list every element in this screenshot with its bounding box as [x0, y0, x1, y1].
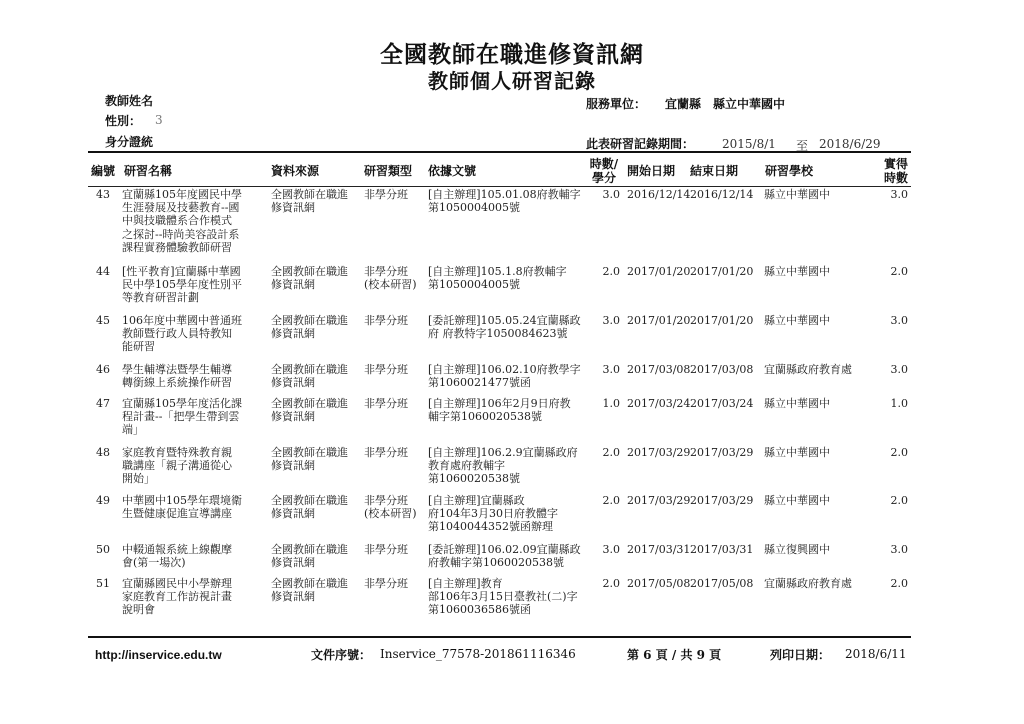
cell-no: 51	[96, 577, 110, 590]
cell-source: 全國教師在職進 修資訊網	[271, 577, 348, 604]
cell-actual: 3.0	[890, 363, 908, 376]
cell-basis: [委託辦理]105.05.24宜蘭縣政 府 府教特字1050084623號	[428, 314, 581, 341]
cell-name: 宜蘭縣國民中小學辦理 家庭教育工作訪視計畫 說明會	[122, 577, 232, 617]
cell-hours: 1.0	[602, 397, 620, 410]
cell-actual: 3.0	[890, 314, 908, 327]
cell-actual: 3.0	[890, 543, 908, 556]
cell-name: 中華國中105學年環境衛 生暨健康促進宣導講座	[122, 494, 242, 521]
cell-end: 2016/12/14	[690, 188, 754, 201]
gender-value: 3	[155, 113, 163, 127]
cell-type: 非學分班 (校本研習)	[364, 494, 417, 521]
cell-end: 2017/03/31	[690, 543, 754, 556]
header-source: 資料來源	[271, 164, 320, 178]
cell-start: 2017/01/20	[627, 314, 691, 327]
cell-end: 2017/03/24	[690, 397, 754, 410]
header-name: 研習名稱	[124, 164, 173, 178]
cell-hours: 2.0	[602, 577, 620, 590]
cell-hours: 3.0	[602, 314, 620, 327]
cell-basis: [自主辦理]宜蘭縣政 府104年3月30日府教體字 第1040044352號函辦理	[428, 494, 558, 534]
cell-start: 2017/03/08	[627, 363, 691, 376]
cell-start: 2017/01/20	[627, 265, 691, 278]
cell-hours: 2.0	[602, 265, 620, 278]
header-type: 研習類型	[364, 164, 413, 178]
cell-type: 非學分班	[364, 446, 408, 459]
cell-no: 43	[96, 188, 110, 201]
cell-name: 學生輔導法暨學生輔導 轉銜線上系統操作研習	[122, 363, 232, 390]
page-info: 第 6 頁 / 共 9 頁	[627, 648, 722, 662]
header-end: 結束日期	[690, 164, 739, 178]
cell-source: 全國教師在職進 修資訊網	[271, 446, 348, 473]
cell-no: 46	[96, 363, 110, 376]
cell-type: 非學分班	[364, 543, 408, 556]
footer-url[interactable]: http://inservice.edu.tw	[95, 648, 222, 662]
cell-basis: [自主辦理]105.01.08府教輔字 第1050004005號	[428, 188, 581, 215]
document-subtitle: 教師個人研習記錄	[428, 69, 596, 93]
cell-hours: 3.0	[602, 543, 620, 556]
cell-name: [性平教育]宜蘭縣中華國 民中學105學年度性別平 等教育研習計劃	[122, 265, 242, 305]
cell-no: 45	[96, 314, 110, 327]
cell-type: 非學分班	[364, 314, 408, 327]
cell-school: 縣立中華國中	[764, 314, 830, 327]
cell-start: 2017/05/08	[627, 577, 691, 590]
cell-name: 宜蘭縣105年度國民中學 生涯發展及技藝教育--國 中與技職體系合作模式 之探討--時尚美容設計系 課程實務體驗教師研習	[122, 188, 242, 254]
cell-basis: [自主辦理]106.02.10府教學字 第1060021477號函	[428, 363, 581, 390]
cell-source: 全國教師在職進 修資訊網	[271, 314, 348, 341]
cell-school: 縣立中華國中	[764, 446, 830, 459]
cell-school: 縣立中華國中	[764, 397, 830, 410]
cell-source: 全國教師在職進 修資訊網	[271, 188, 348, 215]
cell-end: 2017/03/29	[690, 446, 754, 459]
doc-number-value: Inservice_77578-201861116346	[380, 647, 576, 661]
print-date-label: 列印日期：	[770, 648, 831, 662]
cell-source: 全國教師在職進 修資訊網	[271, 543, 348, 570]
table-bottom-rule	[88, 636, 911, 638]
cell-source: 全國教師在職進 修資訊網	[271, 397, 348, 424]
cell-start: 2017/03/29	[627, 494, 691, 507]
cell-actual: 1.0	[890, 397, 908, 410]
cell-no: 50	[96, 543, 110, 556]
cell-hours: 3.0	[602, 363, 620, 376]
cell-actual: 2.0	[890, 577, 908, 590]
cell-name: 106年度中華國中普通班 教師暨行政人員特教知 能研習	[122, 314, 242, 354]
cell-school: 縣立中華國中	[764, 188, 830, 201]
header-actual: 實得 時數	[883, 157, 908, 185]
cell-school: 宜蘭縣政府教育處	[764, 577, 852, 590]
table-header-rule	[88, 186, 911, 187]
cell-hours: 2.0	[602, 446, 620, 459]
period-to: 至	[796, 139, 809, 153]
cell-end: 2017/03/08	[690, 363, 754, 376]
cell-type: 非學分班	[364, 397, 408, 410]
cell-type: 非學分班	[364, 577, 408, 590]
cell-no: 44	[96, 265, 110, 278]
cell-end: 2017/01/20	[690, 314, 754, 327]
cell-end: 2017/01/20	[690, 265, 754, 278]
header-basis: 依據文號	[428, 164, 477, 178]
cell-actual: 2.0	[890, 446, 908, 459]
cell-basis: [委託辦理]106.02.09宜蘭縣政 府教輔字第1060020538號	[428, 543, 581, 570]
cell-school: 縣立中華國中	[764, 494, 830, 507]
doc-number-label: 文件序號：	[311, 648, 372, 662]
period-start: 2015/8/1	[722, 137, 776, 151]
service-unit-value: 宜蘭縣 縣立中華國中	[665, 97, 786, 111]
cell-start: 2017/03/31	[627, 543, 691, 556]
cell-actual: 2.0	[890, 265, 908, 278]
cell-no: 48	[96, 446, 110, 459]
cell-basis: [自主辦理]106年2月9日府教 輔字第1060020538號	[428, 397, 571, 424]
cell-hours: 3.0	[602, 188, 620, 201]
cell-name: 中輟通報系統上線觀摩 會(第一場次)	[122, 543, 232, 570]
cell-no: 47	[96, 397, 110, 410]
period-label: 此表研習記錄期間：	[586, 137, 695, 151]
period-end: 2018/6/29	[819, 137, 881, 151]
cell-end: 2017/03/29	[690, 494, 754, 507]
document-title: 全國教師在職進修資訊網	[380, 41, 644, 68]
cell-school: 宜蘭縣政府教育處	[764, 363, 852, 376]
table-top-rule	[88, 151, 911, 153]
cell-end: 2017/05/08	[690, 577, 754, 590]
cell-actual: 3.0	[890, 188, 908, 201]
cell-type: 非學分班	[364, 188, 408, 201]
header-no: 編號	[91, 164, 116, 178]
header-school: 研習學校	[765, 164, 814, 178]
cell-source: 全國教師在職進 修資訊網	[271, 494, 348, 521]
header-start: 開始日期	[627, 164, 676, 178]
cell-no: 49	[96, 494, 110, 507]
gender-label: 性別：	[105, 114, 142, 128]
cell-start: 2016/12/14	[627, 188, 691, 201]
service-unit-label: 服務單位：	[586, 97, 647, 111]
cell-name: 家庭教育暨特殊教育親 職講座「親子溝通從心 開始」	[122, 446, 232, 486]
id-label: 身分證統	[105, 135, 154, 149]
cell-actual: 2.0	[890, 494, 908, 507]
cell-source: 全國教師在職進 修資訊網	[271, 265, 348, 292]
cell-type: 非學分班 (校本研習)	[364, 265, 417, 292]
header-hours: 時數/ 學分	[589, 157, 619, 185]
teacher-name-label: 教師姓名	[105, 94, 154, 108]
cell-source: 全國教師在職進 修資訊網	[271, 363, 348, 390]
cell-school: 縣立中華國中	[764, 265, 830, 278]
cell-basis: [自主辦理]106.2.9宜蘭縣政府 教育處府教輔字 第1060020538號	[428, 446, 578, 486]
cell-hours: 2.0	[602, 494, 620, 507]
cell-start: 2017/03/24	[627, 397, 691, 410]
print-date-value: 2018/6/11	[845, 647, 907, 661]
cell-basis: [自主辦理]105.1.8府教輔字 第1050004005號	[428, 265, 567, 292]
cell-type: 非學分班	[364, 363, 408, 376]
cell-name: 宜蘭縣105學年度活化課 程計畫--「把學生帶到雲 端」	[122, 397, 242, 437]
cell-basis: [自主辦理]教育 部106年3月15日臺教社(二)字 第1060036586號函	[428, 577, 578, 617]
cell-start: 2017/03/29	[627, 446, 691, 459]
cell-school: 縣立復興國中	[764, 543, 830, 556]
